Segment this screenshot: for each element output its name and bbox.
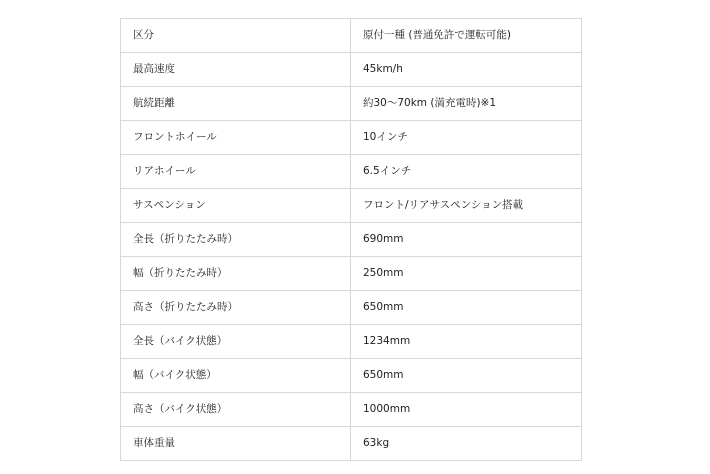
table-row <box>121 427 582 461</box>
row-label: 全長（バイク状態） <box>121 325 351 359</box>
table-row <box>121 325 582 359</box>
row-label: 幅（バイク状態） <box>121 359 351 393</box>
row-value: 6.5インチ <box>351 155 582 189</box>
row-value: 1000mm <box>351 393 582 427</box>
row-value: 650mm <box>351 291 582 325</box>
row-value: 250mm <box>351 257 582 291</box>
row-value: 約30〜70km (満充電時)※1 <box>351 87 582 121</box>
table-row <box>121 359 582 393</box>
row-value: 63kg <box>351 427 582 461</box>
row-label: サスペンション <box>121 189 351 223</box>
row-value: 原付一種 (普通免許で運転可能) <box>351 19 582 53</box>
row-label: 高さ（バイク状態） <box>121 393 351 427</box>
table-row <box>121 19 582 53</box>
table-row <box>121 155 582 189</box>
row-label: 幅（折りたたみ時） <box>121 257 351 291</box>
row-label: フロントホイール <box>121 121 351 155</box>
table-row <box>121 189 582 223</box>
row-label: リアホイール <box>121 155 351 189</box>
row-value: 45km/h <box>351 53 582 87</box>
row-label: 車体重量 <box>121 427 351 461</box>
table-row <box>121 291 582 325</box>
table-row <box>121 223 582 257</box>
row-label: 最高速度 <box>121 53 351 87</box>
table-row <box>121 53 582 87</box>
table-row <box>121 257 582 291</box>
table-row <box>121 87 582 121</box>
row-label: 区分 <box>121 19 351 53</box>
row-value: 1234mm <box>351 325 582 359</box>
row-label: 全長（折りたたみ時） <box>121 223 351 257</box>
table-row <box>121 393 582 427</box>
spec-table <box>120 18 582 461</box>
row-value: 10インチ <box>351 121 582 155</box>
row-value: 690mm <box>351 223 582 257</box>
spec-table-body <box>121 19 582 461</box>
row-value: 650mm <box>351 359 582 393</box>
row-label: 高さ（折りたたみ時） <box>121 291 351 325</box>
table-row <box>121 121 582 155</box>
row-label: 航続距離 <box>121 87 351 121</box>
row-value: フロント/リアサスペンション搭載 <box>351 189 582 223</box>
